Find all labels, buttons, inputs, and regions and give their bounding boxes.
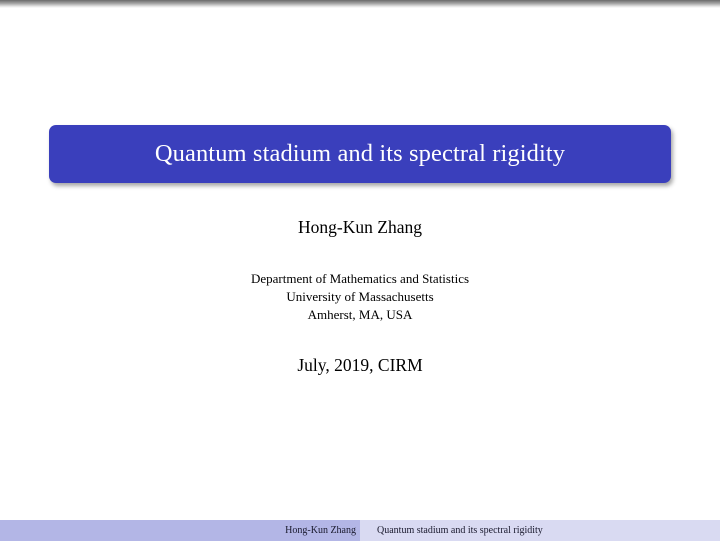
slide-title: Quantum stadium and its spectral rigidity <box>154 140 566 167</box>
footer-title-section <box>360 520 720 541</box>
footer-author-section <box>0 520 360 541</box>
presentation-date: July, 2019, CIRM <box>297 355 423 375</box>
institute-location: Amherst, MA, USA <box>307 307 413 322</box>
footer-bar <box>0 520 720 541</box>
title-block <box>49 125 671 183</box>
institute-university: University of Massachusetts <box>286 289 434 304</box>
top-edge-shade <box>0 0 720 8</box>
footer-title: Quantum stadium and its spectral rigidity <box>377 525 543 536</box>
institute-department: Department of Mathematics and Statistics <box>250 271 470 286</box>
institute-block <box>0 270 720 324</box>
author-name: Hong-Kun Zhang <box>298 217 422 237</box>
footer-author: Hong-Kun Zhang <box>285 525 356 536</box>
